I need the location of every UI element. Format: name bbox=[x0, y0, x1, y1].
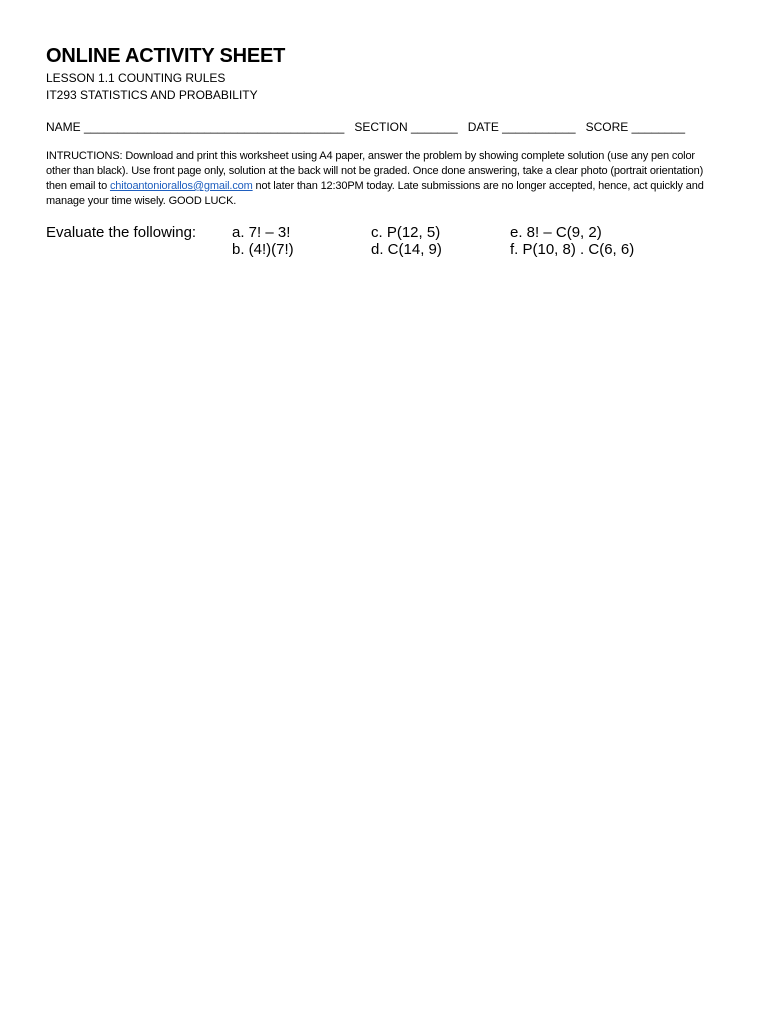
problem-b: b. (4!)(7!) bbox=[232, 241, 294, 258]
course-line: IT293 STATISTICS AND PROBABILITY bbox=[46, 88, 258, 102]
problem-e: e. 8! – C(9, 2) bbox=[510, 224, 602, 241]
sheet-title: ONLINE ACTIVITY SHEET bbox=[46, 45, 286, 67]
section-field: SECTION _______ bbox=[354, 120, 458, 134]
problem-c: c. P(12, 5) bbox=[371, 224, 441, 241]
instructions-text-before: INTRUCTIONS: Download and print this worksheet using A4 paper, answer the problem by showing complete solution (use any pen color other than black). Use front page only, solution at the back will not be graded. Once done answering, take a clear photo (portrait orientation) then email to bbox=[46, 150, 704, 192]
score-field: SCORE ________ bbox=[585, 120, 685, 134]
instructions-paragraph bbox=[46, 149, 722, 209]
problem-d: d. C(14, 9) bbox=[371, 241, 442, 258]
email-link[interactable]: chitoantoniorallos@gmail.com bbox=[109, 180, 253, 192]
date-field: DATE ___________ bbox=[467, 120, 576, 134]
problem-f: f. P(10, 8) . C(6, 6) bbox=[510, 241, 635, 258]
evaluate-label: Evaluate the following: bbox=[46, 224, 197, 241]
student-info-fields bbox=[46, 120, 726, 134]
lesson-line: LESSON 1.1 COUNTING RULES bbox=[46, 71, 226, 85]
instructions-text-after: not later than 12:30PM today. Late submissions are no longer accepted, hence, act quickly and manage your time wisely. GOOD LUCK. bbox=[46, 180, 704, 207]
name-field: NAME _______________________________________ bbox=[46, 120, 345, 134]
problem-a: a. 7! – 3! bbox=[232, 224, 291, 241]
